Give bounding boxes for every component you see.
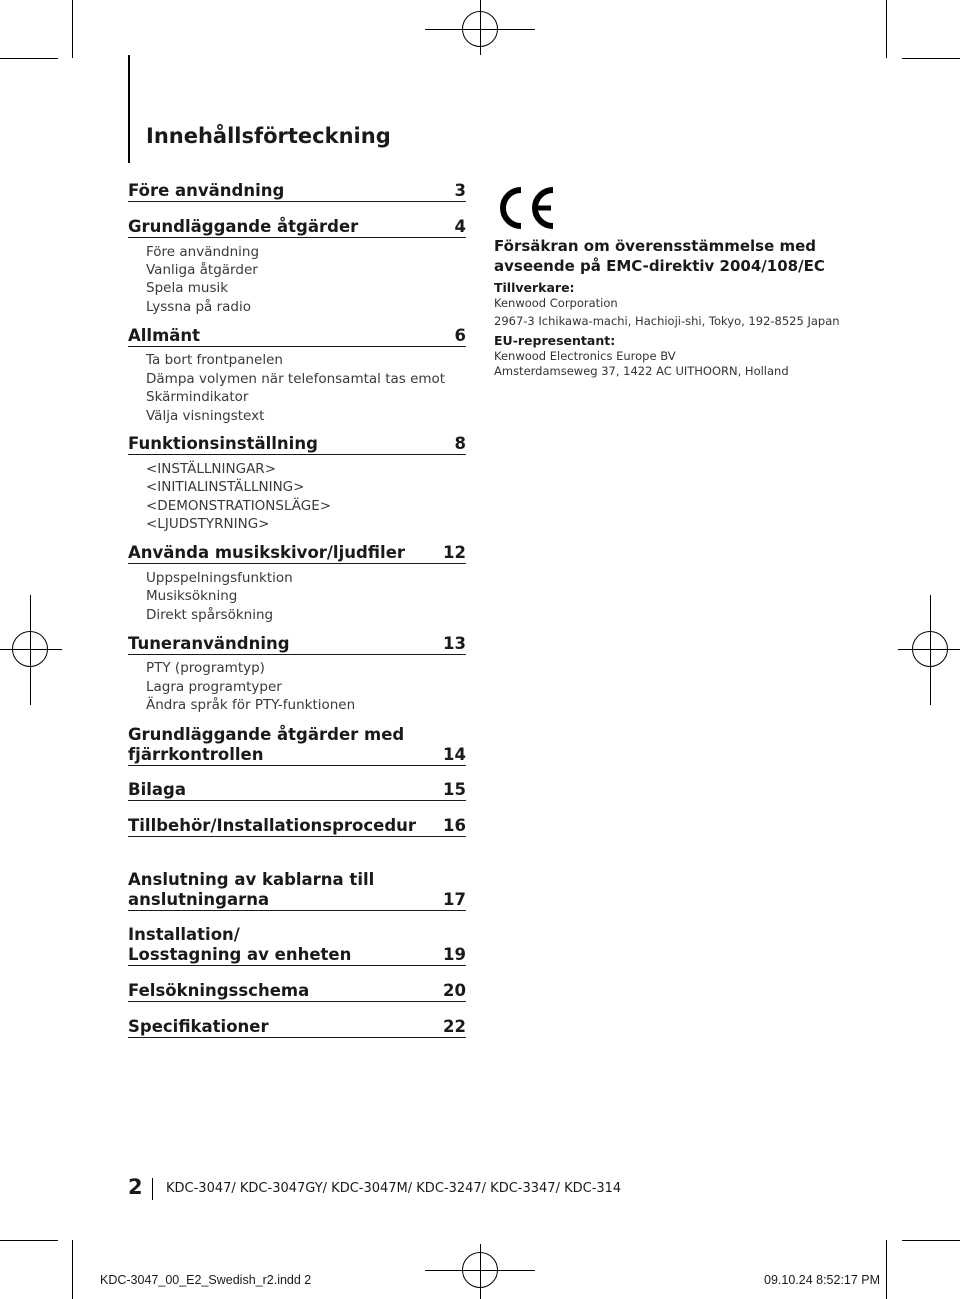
footer-divider <box>152 1178 153 1200</box>
toc-item[interactable]: Före användning <box>146 244 260 260</box>
toc-section-title: fjärrkontrollen <box>128 745 264 764</box>
eu-representative-name: Kenwood Electronics Europe BV <box>494 349 676 363</box>
toc-section-page: 3 <box>454 181 466 200</box>
toc-item[interactable]: Uppspelningsfunktion <box>146 570 293 586</box>
eu-representative-address: Amsterdamseweg 37, 1422 AC UITHOORN, Holland <box>494 364 789 378</box>
footer-page-number: 2 <box>128 1175 143 1199</box>
toc-section-title: Felsökningsschema <box>128 981 310 1000</box>
toc-section[interactable] <box>128 434 466 455</box>
toc-section-page: 12 <box>443 543 466 562</box>
toc-section[interactable] <box>128 816 466 837</box>
toc-section-title: Tuneranvändning <box>128 634 290 653</box>
page-title: Innehållsförteckning <box>146 124 391 148</box>
toc-section-page: 19 <box>443 945 466 964</box>
toc-section[interactable] <box>128 725 466 766</box>
toc-item[interactable]: <INSTÄLLNINGAR> <box>146 461 277 477</box>
toc-section-title: Losstagning av enheten <box>128 945 352 964</box>
toc-section-page: 22 <box>443 1017 466 1036</box>
manufacturer-label: Tillverkare: <box>494 280 575 295</box>
ce-mark-icon <box>494 185 558 231</box>
declaration-heading-line1: Försäkran om överensstämmelse med <box>494 237 817 255</box>
toc-section[interactable] <box>128 181 466 202</box>
title-rule <box>128 55 130 163</box>
toc-item[interactable]: <DEMONSTRATIONSLÄGE> <box>146 498 332 514</box>
toc-section[interactable] <box>128 217 466 238</box>
toc-section[interactable] <box>128 326 466 347</box>
toc-section[interactable] <box>128 870 466 911</box>
toc-section[interactable] <box>128 1017 466 1038</box>
toc-section[interactable] <box>128 981 466 1002</box>
toc-section-page: 16 <box>443 816 466 835</box>
print-slug-timestamp: 09.10.24 8:52:17 PM <box>764 1273 881 1287</box>
toc-section-title: Allmänt <box>128 326 201 345</box>
toc-item[interactable]: PTY (programtyp) <box>146 660 265 676</box>
toc-section-title: anslutningarna <box>128 890 270 909</box>
toc-section-page: 14 <box>443 745 466 764</box>
toc-section-title: Bilaga <box>128 780 186 799</box>
toc-section-page: 8 <box>454 434 466 453</box>
toc-item[interactable]: Spela musik <box>146 280 229 296</box>
toc-section-title: Funktionsinställning <box>128 434 318 453</box>
manufacturer-name: Kenwood Corporation <box>494 296 618 310</box>
toc-item[interactable]: Direkt spårsökning <box>146 607 274 623</box>
toc-section-title: Tillbehör/Installationsprocedur <box>128 816 417 835</box>
toc-section-title: Grundläggande åtgärder <box>128 217 359 236</box>
toc-item[interactable]: Lagra programtyper <box>146 679 282 695</box>
toc-section-page: 6 <box>454 326 466 345</box>
toc-section-page: 13 <box>443 634 466 653</box>
toc-item[interactable]: Ändra språk för PTY-funktionen <box>146 697 356 713</box>
toc-section-title-line1: Grundläggande åtgärder med <box>128 725 405 744</box>
toc-item[interactable]: <INITIALINSTÄLLNING> <box>146 479 305 495</box>
declaration-heading-line2: avseende på EMC-direktiv 2004/108/EC <box>494 257 825 275</box>
toc-section-title-line1: Anslutning av kablarna till <box>128 870 375 889</box>
toc-section-title: Använda musikskivor/ljudfiler <box>128 543 406 562</box>
toc-item[interactable]: Lyssna på radio <box>146 299 251 315</box>
toc-section-page: 17 <box>443 890 466 909</box>
toc-item[interactable]: Skärmindikator <box>146 389 249 405</box>
toc-section-page: 20 <box>443 981 466 1000</box>
toc-section-page: 4 <box>454 217 466 236</box>
toc-section[interactable] <box>128 634 466 655</box>
toc-section-title-line1: Installation/ <box>128 925 240 944</box>
toc-section[interactable] <box>128 543 466 564</box>
toc-section-title: Före användning <box>128 181 285 200</box>
toc-section[interactable] <box>128 925 466 966</box>
footer-model-list: KDC-3047/ KDC-3047GY/ KDC-3047M/ KDC-3247/ KDC-3347/ KDC-314 <box>166 1181 622 1196</box>
toc-item[interactable]: Dämpa volymen när telefonsamtal tas emot <box>146 371 446 387</box>
print-slug-file: KDC-3047_00_E2_Swedish_r2.indd 2 <box>100 1273 312 1287</box>
toc-item[interactable]: <LJUDSTYRNING> <box>146 516 270 532</box>
toc-section-title: Specifikationer <box>128 1017 269 1036</box>
toc-item[interactable]: Vanliga åtgärder <box>146 262 258 278</box>
toc-item[interactable]: Ta bort frontpanelen <box>146 352 283 368</box>
eu-representative-label: EU-representant: <box>494 333 616 348</box>
toc-section[interactable] <box>128 780 466 801</box>
manufacturer-address: 2967-3 Ichikawa-machi, Hachioji-shi, Tokyo, 192-8525 Japan <box>494 314 840 328</box>
toc-item[interactable]: Musiksökning <box>146 588 238 604</box>
toc-section-page: 15 <box>443 780 466 799</box>
toc-item[interactable]: Välja visningstext <box>146 408 265 424</box>
